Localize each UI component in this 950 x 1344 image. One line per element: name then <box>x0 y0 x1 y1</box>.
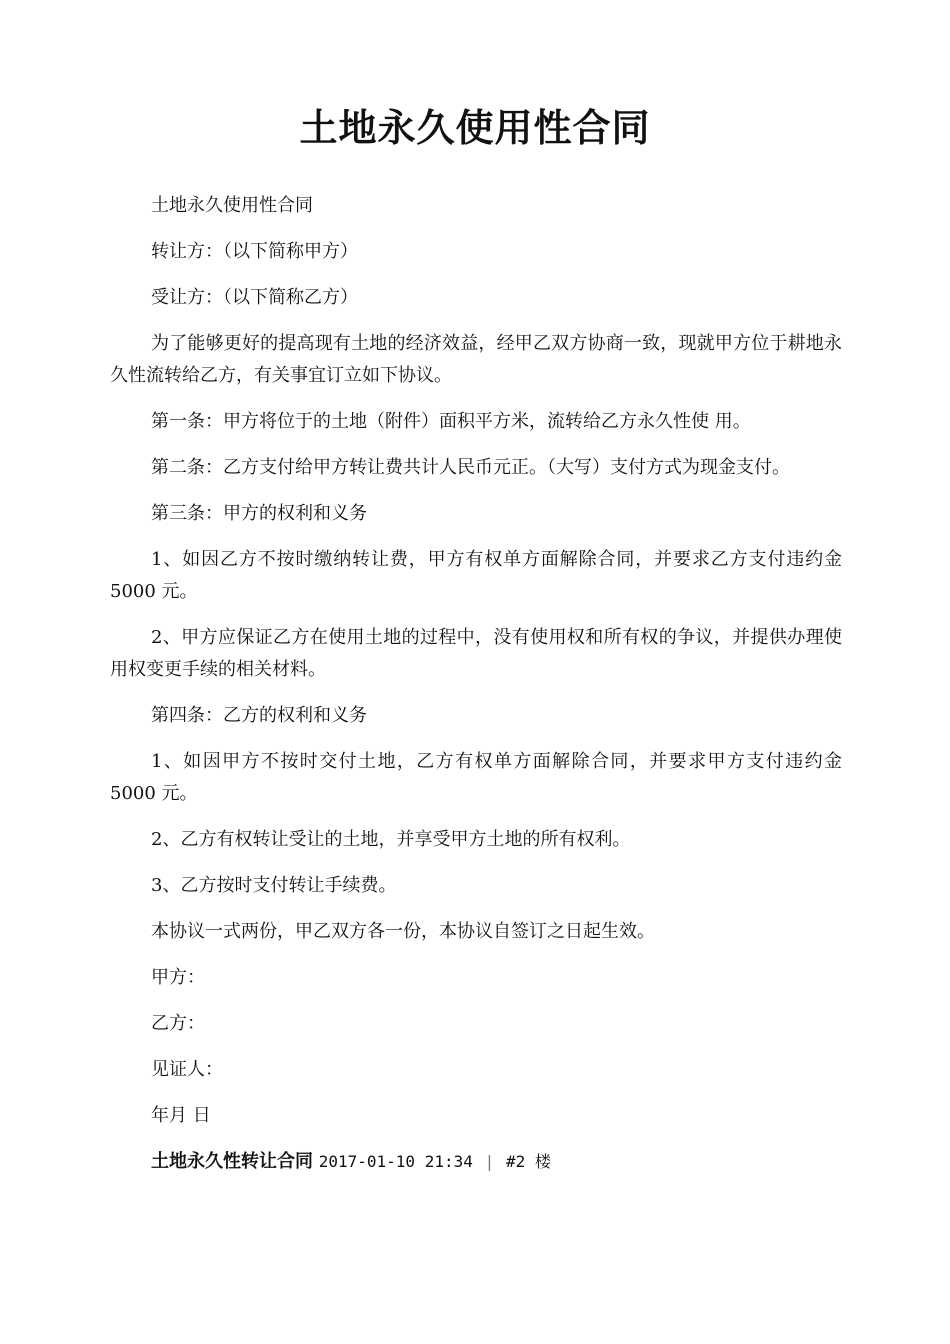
signature-witness: 见证人： <box>151 1059 223 1080</box>
paragraph-article-1: 第一条：甲方将位于的土地（附件）面积平方米，流转给乙方永久性使 用。 <box>151 411 751 432</box>
paragraph-article-3: 第三条：甲方的权利和义务 <box>151 503 367 524</box>
paragraph-article-4-item-1: 1、如因甲方不按时交付土地，乙方有权单方面解除合同，并要求甲方支付违约金 5000 元。 <box>110 751 842 804</box>
document-title: 土地永久使用性合同 <box>299 105 651 150</box>
paragraph-article-4-item-2: 2、乙方有权转让受让的土地，并享受甲方土地的所有权利。 <box>151 829 631 850</box>
footer-floor: #2 楼 <box>505 1152 551 1171</box>
signature-party-a: 甲方： <box>151 967 205 988</box>
paragraph-article-4-item-3: 3、乙方按时支付转让手续费。 <box>151 875 397 896</box>
signature-party-b: 乙方： <box>151 1013 205 1034</box>
paragraph-transferor: 转让方：（以下简称甲方） <box>151 241 358 262</box>
paragraph-article-3-item-2: 2、甲方应保证乙方在使用土地的过程中，没有使用权和所有权的争议，并提供办理使用权变更手续的相关材料。 <box>110 627 842 680</box>
paragraph-preamble: 为了能够更好的提高现有土地的经济效益，经甲乙双方协商一致，现就甲方位于耕地永久性流转给乙方，有关事宜订立如下协议。 <box>110 333 842 386</box>
paragraph-effectiveness: 本协议一式两份，甲乙双方各一份，本协议自签订之日起生效。 <box>151 921 655 942</box>
footer-datetime: 2017-01-10 21:34 <box>318 1152 473 1171</box>
paragraph-article-2: 第二条：乙方支付给甲方转让费共计人民币元正。（大写）支付方式为现金支付。 <box>151 457 790 478</box>
post-footer <box>110 1146 842 1178</box>
paragraph-article-4: 第四条：乙方的权利和义务 <box>151 705 367 726</box>
footer-separator: | <box>484 1152 495 1171</box>
document-body <box>110 190 842 1178</box>
paragraph-heading: 土地永久使用性合同 <box>151 195 313 216</box>
signature-date: 年月 日 <box>151 1105 211 1126</box>
paragraph-transferee: 受让方：（以下简称乙方） <box>151 287 358 308</box>
paragraph-article-3-item-1: 1、如因乙方不按时缴纳转让费，甲方有权单方面解除合同，并要求乙方支付违约金 5000 元。 <box>110 549 842 602</box>
footer-title: 土地永久性转让合同 <box>151 1151 313 1172</box>
